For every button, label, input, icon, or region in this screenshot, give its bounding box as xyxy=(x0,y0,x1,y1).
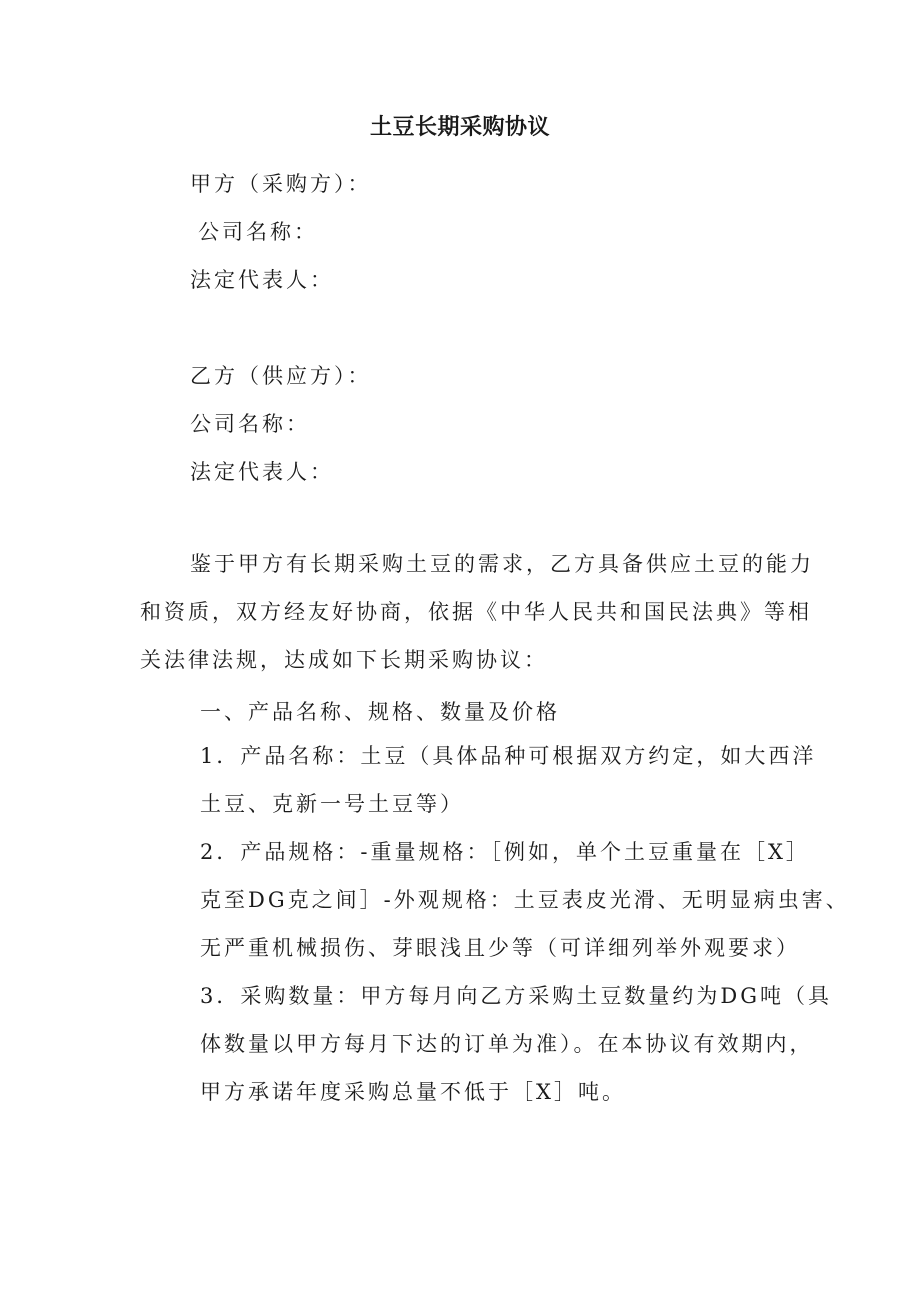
item-1-line: 土豆、克新一号土豆等） xyxy=(200,792,464,816)
party-a-heading: 甲方（采购方）： xyxy=(190,172,372,196)
party-b-heading: 乙方（供应方）： xyxy=(190,364,372,388)
party-a-representative: 法定代表人： xyxy=(190,268,334,292)
preamble-line: 鉴于甲方有长期采购土豆的需求，乙方具备供应土豆的能力 xyxy=(190,552,814,576)
item-3-line: 3．采购数量：甲方每月向乙方采购土豆数量约为DG吨（具 xyxy=(200,984,832,1008)
document-title: 土豆长期采购协议 xyxy=(369,115,550,140)
item-3-line: 甲方承诺年度采购总量不低于［X］吨。 xyxy=(200,1080,626,1104)
item-2-paragraph xyxy=(200,828,850,972)
party-b-representative: 法定代表人： xyxy=(190,460,334,484)
preamble-line: 和资质，双方经友好协商，依据《中华人民共和国民法典》等相 xyxy=(140,600,812,624)
item-1-line: 1．产品名称：土豆（具体品种可根据双方约定，如大西洋 xyxy=(200,744,817,768)
item-3-line: 体数量以甲方每月下达的订单为准）。在本协议有效期内， xyxy=(200,1032,814,1056)
item-1-paragraph xyxy=(200,732,816,828)
item-2-line: 2．产品规格：-重量规格：［例如，单个土豆重量在［X］ xyxy=(200,840,810,864)
preamble-paragraph xyxy=(140,540,814,684)
party-a-company: 公司名称： xyxy=(198,220,318,244)
party-b-company: 公司名称： xyxy=(190,412,310,436)
item-3-paragraph xyxy=(200,972,832,1116)
item-2-line: 克至DG克之间］-外观规格：土豆表皮光滑、无明显病虫害、 xyxy=(200,888,850,912)
item-2-line: 无严重机械损伤、芽眼浅且少等（可详细列举外观要求） xyxy=(200,936,800,960)
preamble-line: 关法律法规，达成如下长期采购协议： xyxy=(140,648,548,672)
section-1-heading: 一、产品名称、规格、数量及价格 xyxy=(200,700,560,724)
